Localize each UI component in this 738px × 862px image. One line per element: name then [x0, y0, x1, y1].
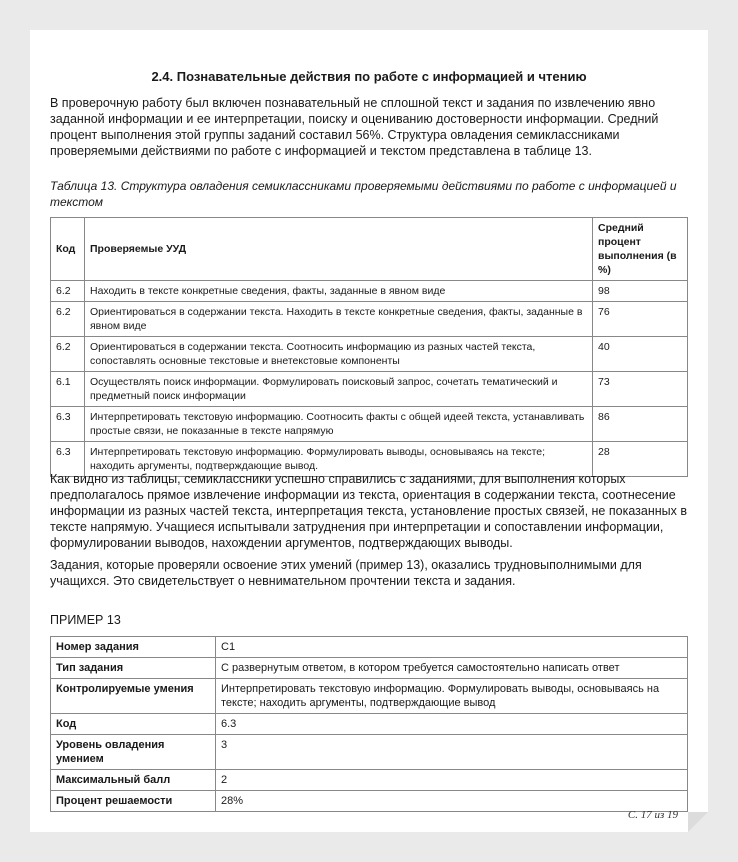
example-value: 6.3	[216, 714, 688, 735]
example-label: Процент решаемости	[51, 791, 216, 812]
cell-skill: Находить в тексте конкретные сведения, факты, заданные в явном виде	[85, 281, 593, 302]
header-code: Код	[51, 218, 85, 281]
table-row	[51, 407, 688, 442]
example-value: С развернутым ответом, в котором требуется самостоятельно написать ответ	[216, 658, 688, 679]
table13-caption: Таблица 13. Структура овладения семиклассниками проверяемыми действиями по работе с информацией и текстом	[50, 179, 677, 209]
cell-code: 6.3	[51, 442, 85, 477]
table-row	[51, 337, 688, 372]
example-row	[51, 658, 688, 679]
cell-skill: Интерпретировать текстовую информацию. Соотносить факты с общей идеей текста, устанавливать простые связи, не показанные в тексте напрямую	[85, 407, 593, 442]
analysis-paragraph: Как видно из таблицы, семиклассники успешно справились с заданиями, для выполнения которых предполагалось прямое извлечение информации из текста, ориентация в содержании текста, соотнесение информации из разных частей текста, интерпретация текста, установление простых связей, не показанных в тексте напрямую. Учащиеся испытывали затруднения при интерпретации и сопоставлении информации, формулировании выводов, нахождении аргументов, подтверждающих выводы.	[50, 472, 687, 550]
document-page	[30, 30, 708, 832]
section-title: 2.4. Познавательные действия по работе с информацией и чтению	[151, 69, 587, 84]
cell-code: 6.1	[51, 372, 85, 407]
example-label: Контролируемые умения	[51, 679, 216, 714]
example-row	[51, 714, 688, 735]
header-percent: Средний процент выполнения (в %)	[593, 218, 688, 281]
cell-percent: 28	[593, 442, 688, 477]
table-row	[51, 302, 688, 337]
example-label: Номер задания	[51, 637, 216, 658]
page-number: С. 17 из 19	[627, 809, 678, 821]
cell-skill: Ориентироваться в содержании текста. Соотносить информацию из разных частей текста, сопоставлять основные текстовые и внетекстовые компоненты	[85, 337, 593, 372]
example-value: 2	[216, 770, 688, 791]
example-row	[51, 735, 688, 770]
table-row	[51, 372, 688, 407]
cell-percent: 40	[593, 337, 688, 372]
cell-percent: 98	[593, 281, 688, 302]
example-row	[51, 770, 688, 791]
table-header-row	[51, 218, 688, 281]
example-value: 28%	[216, 791, 688, 812]
example-label: Уровень овладения умением	[51, 735, 216, 770]
cell-skill: Осуществлять поиск информации. Формулировать поисковый запрос, сочетать тематический и предметный поиск информации	[85, 372, 593, 407]
example-row	[51, 637, 688, 658]
example-title: ПРИМЕР 13	[50, 613, 121, 627]
conclusion-paragraph: Задания, которые проверяли освоение этих умений (пример 13), оказались трудновыполнимыми для учащихся. Это свидетельствует о невнимательном прочтении текста и задания.	[50, 558, 642, 588]
intro-paragraph: В проверочную работу был включен познавательный не сплошной текст и задания по извлечению явно заданной информации и ее интерпретации, поиску и оцениванию достоверности информации. Средний процент выполнения этой группы заданий составил 56%. Структура овладения семиклассниками проверяемыми действиями по работе с информацией и текстом представлена в таблице 13.	[50, 96, 659, 158]
cell-percent: 73	[593, 372, 688, 407]
cell-skill: Ориентироваться в содержании текста. Находить в тексте конкретные сведения, факты, заданные в явном виде	[85, 302, 593, 337]
header-skill: Проверяемые УУД	[85, 218, 593, 281]
cell-percent: 86	[593, 407, 688, 442]
cell-percent: 76	[593, 302, 688, 337]
example-row	[51, 791, 688, 812]
example-label: Максимальный балл	[51, 770, 216, 791]
cell-code: 6.2	[51, 337, 85, 372]
cell-code: 6.2	[51, 302, 85, 337]
example-value: Интерпретировать текстовую информацию. Формулировать выводы, основываясь на тексте; находить аргументы, подтверждающие вывод	[216, 679, 688, 714]
example-label: Код	[51, 714, 216, 735]
cell-code: 6.3	[51, 407, 85, 442]
page-corner-fold	[688, 812, 708, 832]
cell-skill: Интерпретировать текстовую информацию. Формулировать выводы, основываясь на тексте; находить аргументы, подтверждающие вывод.	[85, 442, 593, 477]
example-label: Тип задания	[51, 658, 216, 679]
table-13	[50, 217, 688, 477]
example-table	[50, 636, 688, 812]
cell-code: 6.2	[51, 281, 85, 302]
example-value: С1	[216, 637, 688, 658]
example-value: 3	[216, 735, 688, 770]
example-row	[51, 679, 688, 714]
table-row	[51, 281, 688, 302]
